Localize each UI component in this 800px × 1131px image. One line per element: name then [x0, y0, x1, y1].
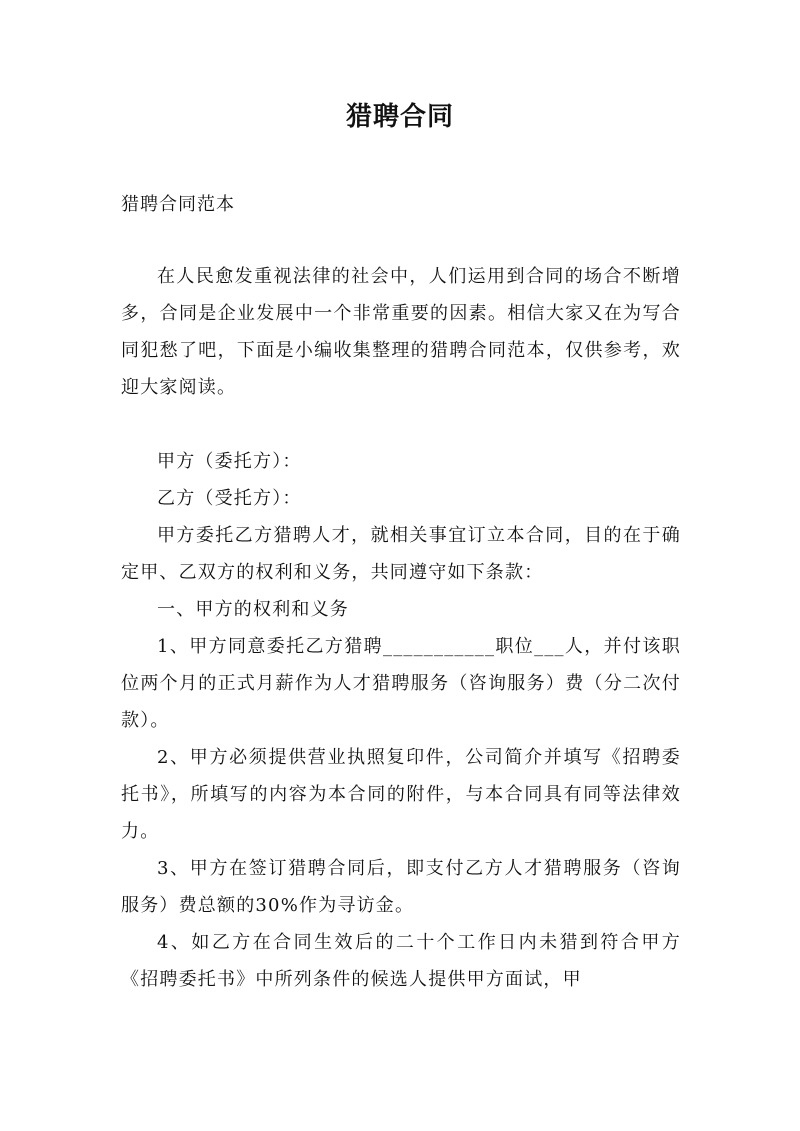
intro-paragraph: 在人民愈发重视法律的社会中，人们运用到合同的场合不断增多，合同是企业发展中一个非常重要的因素。相信大家又在为写合同犯愁了吧，下面是小编收集整理的猎聘合同范本，仅供参考，欢迎大家阅读。	[121, 266, 681, 398]
document-title: 猎聘合同	[345, 102, 454, 132]
document-subtitle: 猎聘合同范本	[121, 194, 235, 215]
party-a-line: 甲方（委托方）：	[157, 451, 302, 472]
paragraph-spacer	[121, 406, 681, 443]
clause-3: 3、甲方在签订猎聘合同后，即支付乙方人才猎聘服务（咨询服务）费总额的30%作为寻访金。	[121, 858, 681, 916]
purpose-paragraph: 甲方委托乙方猎聘人才，就相关事宜订立本合同，目的在于确定甲、乙双方的权利和义务，共同遵守如下条款：	[121, 525, 681, 583]
party-b-line: 乙方（受托方）：	[157, 488, 302, 509]
clause-2: 2、甲方必须提供营业执照复印件，公司简介并填写《招聘委托书》，所填写的内容为本合同的附件，与本合同具有同等法律效力。	[121, 747, 681, 842]
document-body	[121, 258, 681, 998]
clause-4: 4、如乙方在合同生效后的二十个工作日内未猎到符合甲方《招聘委托书》中所列条件的候选人提供甲方面试，甲	[121, 932, 681, 990]
clause-1: 1、甲方同意委托乙方猎聘___________职位___人，并付该职位两个月的正式月薪作为人才猎聘服务（咨询服务）费（分二次付款）。	[121, 636, 681, 731]
section-1-heading: 一、甲方的权利和义务	[157, 599, 349, 620]
